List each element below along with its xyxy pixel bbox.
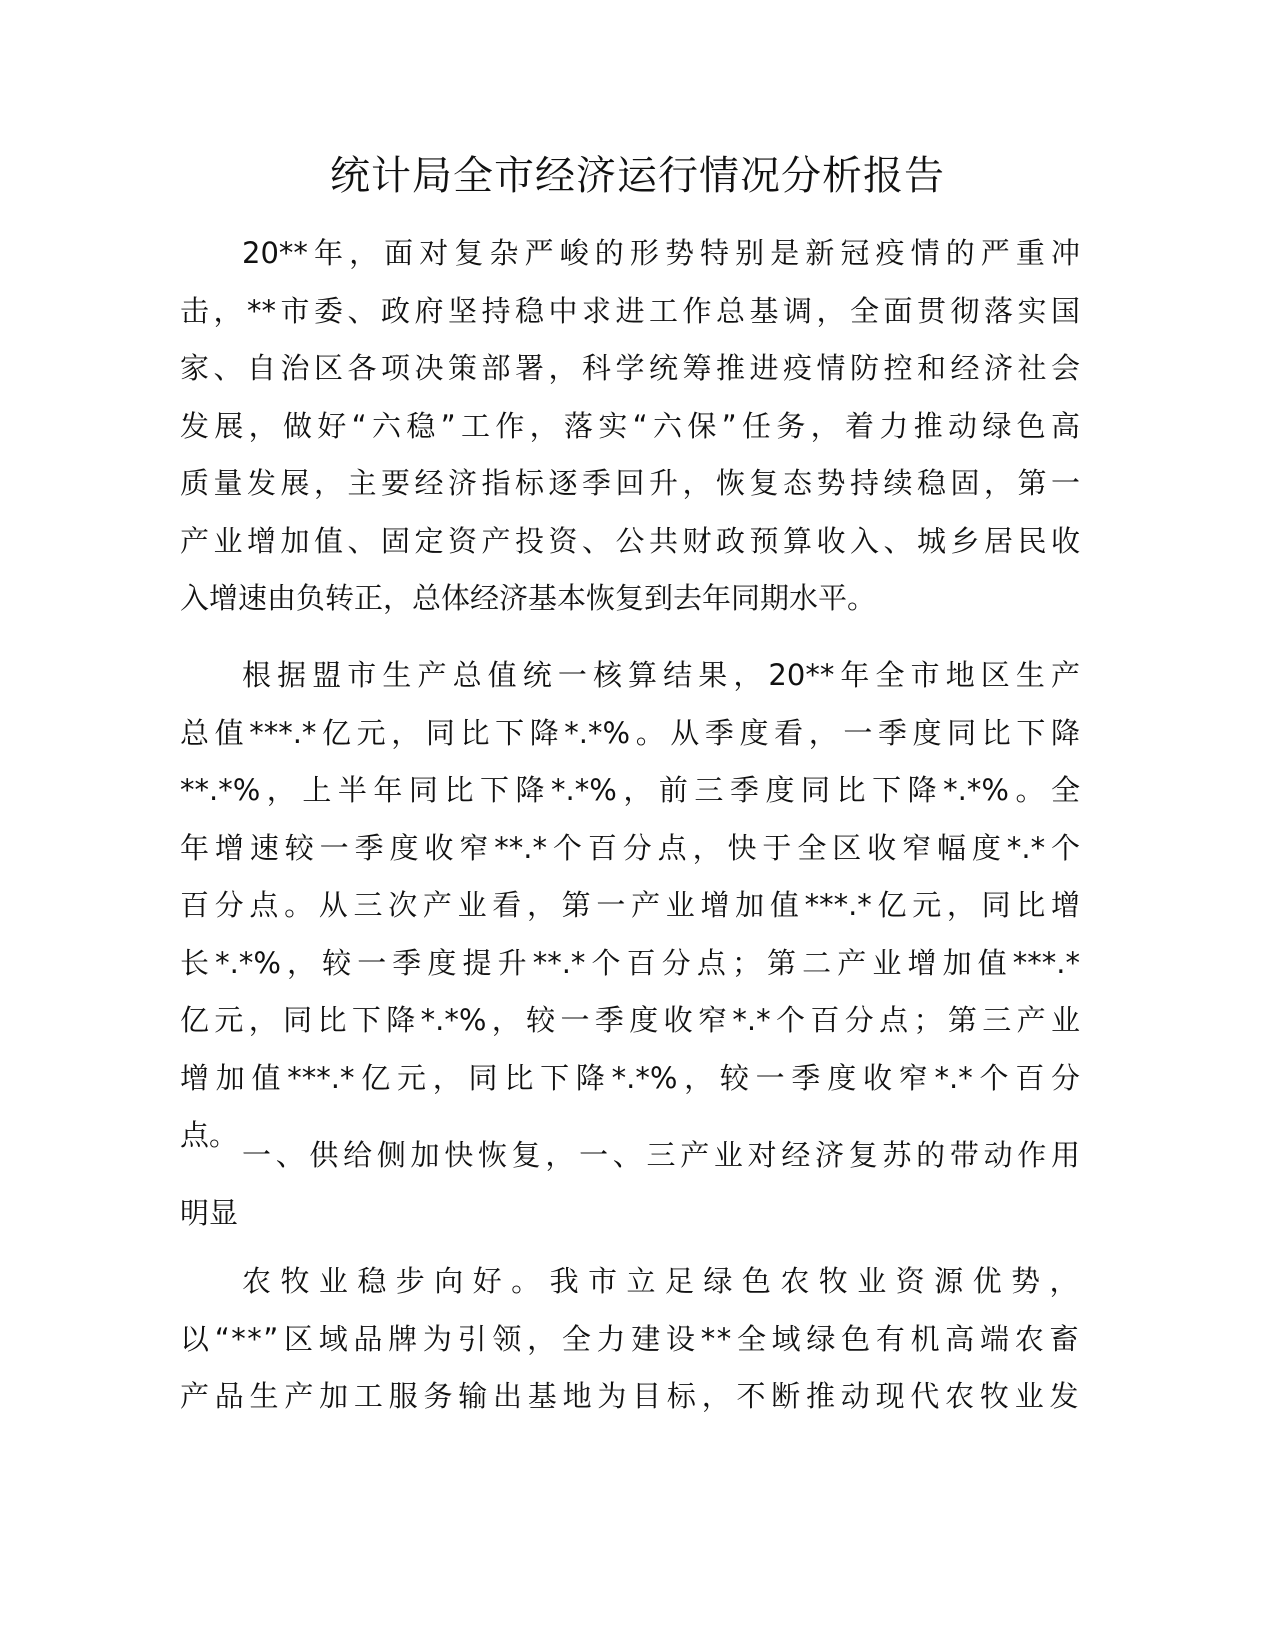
- text-line: 农牧业稳步向好。我市立足绿色农牧业资源优势，: [242, 1264, 1080, 1298]
- text-line: 以“**”区域品牌为引领，全力建设**全域绿色有机高端农畜: [180, 1321, 1080, 1356]
- text-line: 百分点。从三次产业看，第一产业增加值***.*亿元，同比增: [180, 888, 1080, 922]
- text-line: 总值***.*亿元，同比下降*.*%。从季度看，一季度同比下降: [180, 715, 1080, 750]
- text-line: 明显: [180, 1195, 239, 1230]
- document-title: 统计局全市经济运行情况分析报告: [330, 153, 945, 199]
- text-line: 质量发展，主要经济指标逐季回升，恢复态势持续稳固，第一: [180, 466, 1080, 500]
- text-line: 一、供给侧加快恢复，一、三产业对经济复苏的带动作用: [242, 1138, 1080, 1172]
- text-line: 点。: [180, 1118, 239, 1152]
- text-line: 发展，做好“六稳”工作，落实“六保”任务，着力推动绿色高: [180, 408, 1080, 443]
- text-line: 增加值***.*亿元，同比下降*.*%，较一季度收窄*.*个百分: [180, 1060, 1080, 1095]
- text-line: 入增速由负转正，总体经济基本恢复到去年同期水平。: [180, 581, 877, 615]
- text-line: 根据盟市生产总值统一核算结果，20**年全市地区生产: [242, 658, 1080, 692]
- paragraph-gdp: [180, 647, 1080, 1165]
- paragraph-overview: [180, 225, 1080, 628]
- text-line: 年增速较一季度收窄**.*个百分点，快于全区收窄幅度*.*个: [180, 830, 1080, 865]
- text-line: 20**年，面对复杂严峻的形势特别是新冠疫情的严重冲: [242, 236, 1080, 270]
- paragraph-agriculture: [180, 1253, 1080, 1426]
- text-line: **.*%，上半年同比下降*.*%，前三季度同比下降*.*%。全: [180, 773, 1080, 807]
- text-line: 长*.*%，较一季度提升**.*个百分点；第二产业增加值***.*: [180, 945, 1080, 980]
- section-heading-supply-side: [180, 1127, 1080, 1242]
- text-line: 击，**市委、政府坚持稳中求进工作总基调，全面贯彻落实国: [180, 293, 1080, 328]
- text-line: 产业增加值、固定资产投资、公共财政预算收入、城乡居民收: [180, 523, 1080, 558]
- text-line: 家、自治区各项决策部署，科学统筹推进疫情防控和经济社会: [180, 351, 1080, 385]
- text-line: 亿元，同比下降*.*%，较一季度收窄*.*个百分点；第三产业: [180, 1003, 1080, 1037]
- text-line: 产品生产加工服务输出基地为目标，不断推动现代农牧业发: [180, 1379, 1080, 1413]
